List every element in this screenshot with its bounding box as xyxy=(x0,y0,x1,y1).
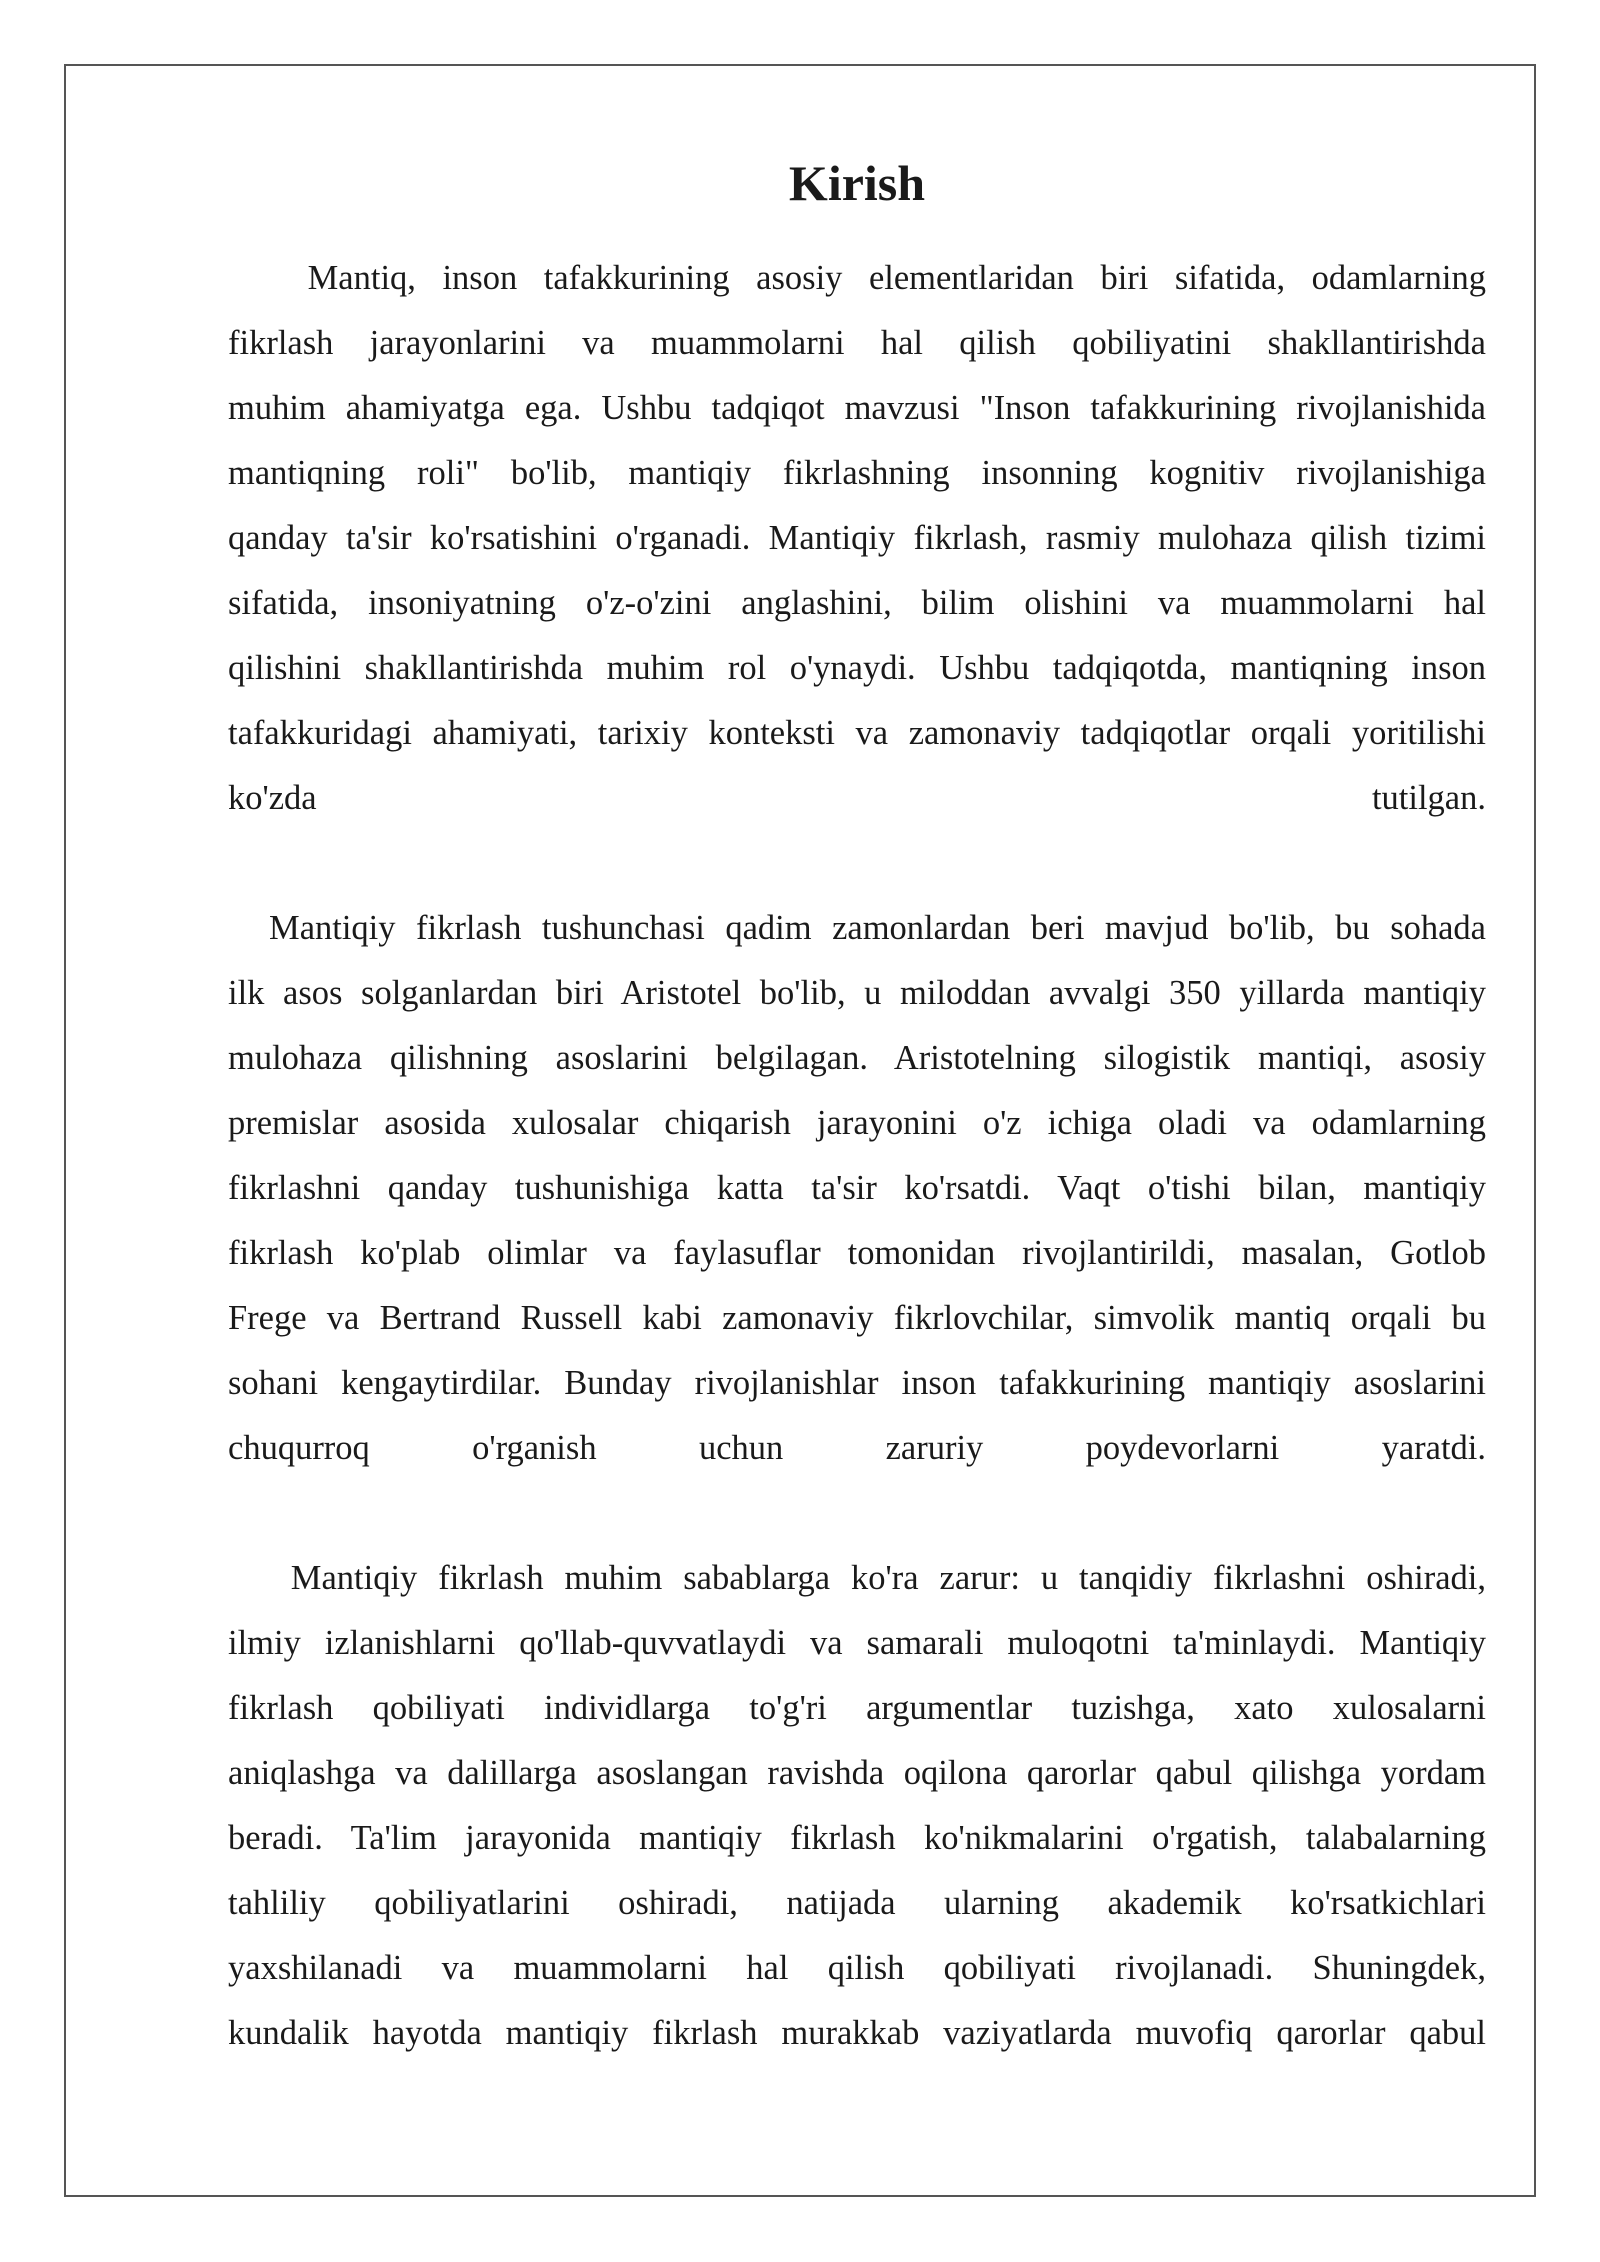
paragraph-line: Mantiq, inson tafakkurining asosiy elementlaridan biri sifatida, odamlarning xyxy=(228,259,1486,297)
paragraph-line: fikrlash ko'plab olimlar va faylasuflar tomonidan rivojlantirildi, masalan, Gotlob xyxy=(228,1234,1486,1272)
paragraph-line: ilmiy izlanishlarni qo'llab-quvvatlaydi va samarali muloqotni ta'minlaydi. Mantiqiy xyxy=(228,1624,1486,1662)
paragraph-line: aniqlashga va dalillarga asoslangan ravishda oqilona qarorlar qabul qilishga yordam xyxy=(228,1754,1486,1792)
document-body xyxy=(228,148,1486,2066)
document-title: Kirish xyxy=(788,155,926,211)
paragraph-line: mulohaza qilishning asoslarini belgilagan. Aristotelning silogistik mantiqi, asosiy xyxy=(228,1039,1486,1077)
paragraph-line: premislar asosida xulosalar chiqarish jarayonini o'z ichiga oladi va odamlarning xyxy=(228,1104,1486,1142)
paragraph-line: qilishini shakllantirishda muhim rol o'ynaydi. Ushbu tadqiqotda, mantiqning inson xyxy=(228,649,1486,687)
paragraph-line: sifatida, insoniyatning o'z-o'zini anglashini, bilim olishini va muammolarni hal xyxy=(228,584,1486,622)
paragraph-line: fikrlash jarayonlarini va muammolarni hal qilish qobiliyatini shakllantirishda xyxy=(228,324,1486,362)
paragraph-1 xyxy=(228,246,1486,831)
paragraph-3 xyxy=(228,1546,1486,2066)
paragraph-line: fikrlash qobiliyati individlarga to'g'ri argumentlar tuzishga, xato xulosalarni xyxy=(228,1689,1486,1727)
paragraph-line: ilk asos solganlardan biri Aristotel bo'lib, u miloddan avvalgi 350 yillarda mantiqiy xyxy=(228,974,1486,1012)
paragraph-line: mantiqning roli" bo'lib, mantiqiy fikrlashning insonning kognitiv rivojlanishiga xyxy=(228,454,1486,492)
paragraph-line: sohani kengaytirdilar. Bunday rivojlanishlar inson tafakkurining mantiqiy asoslarini xyxy=(228,1364,1486,1402)
paragraph-line: muhim ahamiyatga ega. Ushbu tadqiqot mavzusi "Inson tafakkurining rivojlanishida xyxy=(228,389,1486,427)
paragraph-line: tahliliy qobiliyatlarini oshiradi, natijada ularning akademik ko'rsatkichlari xyxy=(228,1884,1486,1922)
paragraph-line: tafakkuridagi ahamiyati, tarixiy konteksti va zamonaviy tadqiqotlar orqali yoritilishi xyxy=(228,714,1486,752)
paragraph-line: Frege va Bertrand Russell kabi zamonaviy fikrlovchilar, simvolik mantiq orqali bu xyxy=(228,1299,1486,1337)
paragraph-line: Mantiqiy fikrlash muhim sabablarga ko'ra zarur: u tanqidiy fikrlashni oshiradi, xyxy=(228,1559,1486,1597)
paragraph-line: qanday ta'sir ko'rsatishini o'rganadi. Mantiqiy fikrlash, rasmiy mulohaza qilish tizimi xyxy=(228,519,1486,557)
paragraph-spacer xyxy=(228,831,1486,896)
paragraph-line: Mantiqiy fikrlash tushunchasi qadim zamonlardan beri mavjud bo'lib, bu sohada xyxy=(228,909,1486,947)
paragraph-2 xyxy=(228,896,1486,1481)
paragraph-line: ko'zda tutilgan. xyxy=(228,779,1486,817)
paragraph-spacer xyxy=(228,1481,1486,1546)
paragraph-line: kundalik hayotda mantiqiy fikrlash murakkab vaziyatlarda muvofiq qarorlar qabul xyxy=(228,2014,1486,2052)
paragraph-line: yaxshilanadi va muammolarni hal qilish qobiliyati rivojlanadi. Shuningdek, xyxy=(228,1949,1486,1987)
paragraph-line: fikrlashni qanday tushunishiga katta ta'sir ko'rsatdi. Vaqt o'tishi bilan, mantiqiy xyxy=(228,1169,1486,1207)
paragraph-line: beradi. Ta'lim jarayonida mantiqiy fikrlash ko'nikmalarini o'rgatish, talabalarning xyxy=(228,1819,1486,1857)
paragraph-line: chuqurroq o'rganish uchun zaruriy poydevorlarni yaratdi. xyxy=(228,1429,1486,1467)
